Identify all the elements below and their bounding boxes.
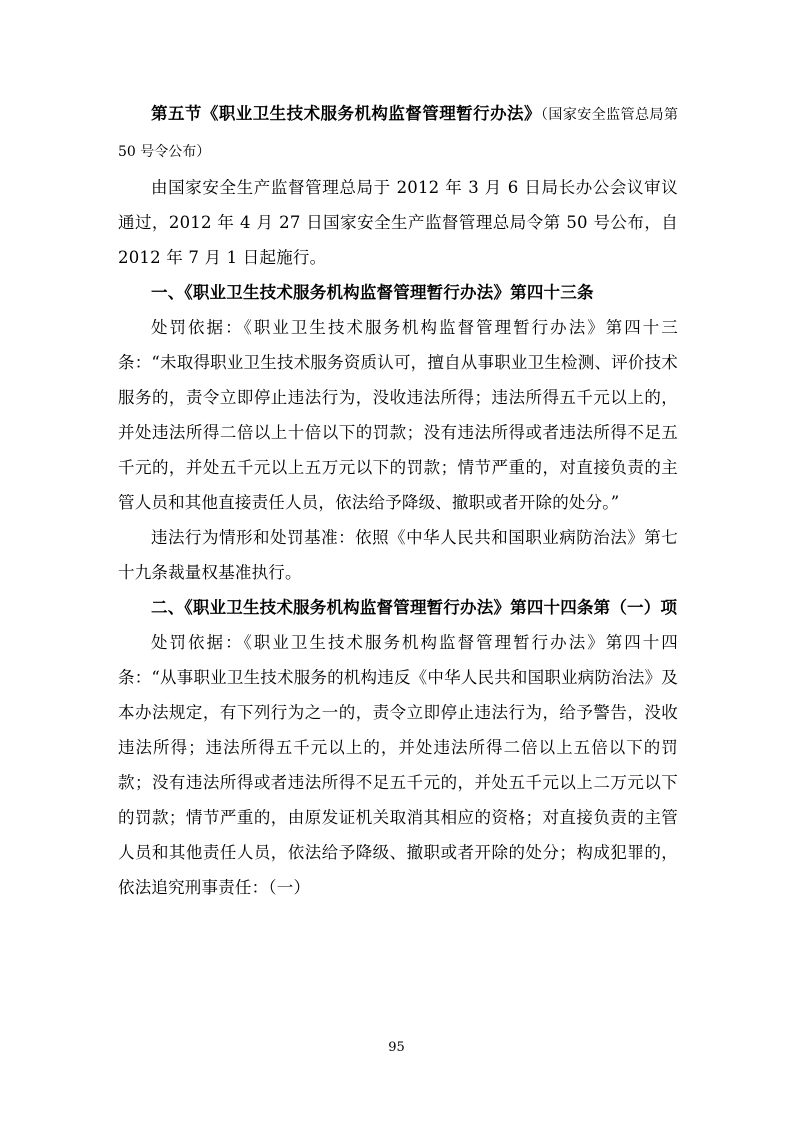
- paragraph-section-two-basis: 处罚依据：《职业卫生技术服务机构监督管理暂行办法》第四十四条：“从事职业卫生技术服务的机构违反《中华人民共和国职业病防治法》及本办法规定，有下列行为之一的，责令立即停止违法行为，给予警告，没收违法所得；违法所得五千元以上的，并处违法所得二倍以上五倍以下的罚款；没有违法所得或者违法所得不足五千元的，并处五千元以上二万元以下的罚款；情节严重的，由原发证机关取消其相应的资格；对直接负责的主管人员和其他责任人员，依法给予降级、撤职或者开除的处分；构成犯罪的，依法追究刑事责任：（一）: [118, 633, 678, 897]
- document-heading: [118, 96, 678, 170]
- paragraph-promulgation: 由国家安全生产监督管理总局于 2012 年 3 月 6 日局长办公会议审议通过，2012 年 4 月 27 日国家安全生产监督管理总局令第 50 号公布，自 2012 年 7 月 1 日起施行。: [118, 178, 678, 267]
- heading-section-one: 一、《职业卫生技术服务机构监督管理暂行办法》第四十三条: [151, 283, 594, 302]
- document-body: [118, 96, 678, 905]
- document-heading-main: 第五节《职业卫生技术服务机构监督管理暂行办法》: [151, 104, 541, 123]
- paragraph-section-one-basis: 处罚依据：《职业卫生技术服务机构监督管理暂行办法》第四十三条：“未取得职业卫生技术服务资质认可，擅自从事职业卫生检测、评价技术服务的，责令立即停止违法行为，没收违法所得；违法所得五千元以上的，并处违法所得二倍以上十倍以下的罚款；没有违法所得或者违法所得不足五千元的，并处五千元以上五万元以下的罚款；情节严重的，对直接负责的主管人员和其他直接责任人员，依法给予降级、撤职或者开除的处分。”: [118, 318, 678, 512]
- document-heading-note: （国家安全监管总局第 50 号令公布）: [118, 107, 678, 160]
- heading-section-two: 二、《职业卫生技术服务机构监督管理暂行办法》第四十四条第（一）项: [151, 598, 678, 617]
- paragraph-section-one-standard: 违法行为情形和处罚基准：依照《中华人民共和国职业病防治法》第七十九条裁量权基准执行。: [118, 528, 678, 582]
- page-number: 95: [388, 1040, 405, 1055]
